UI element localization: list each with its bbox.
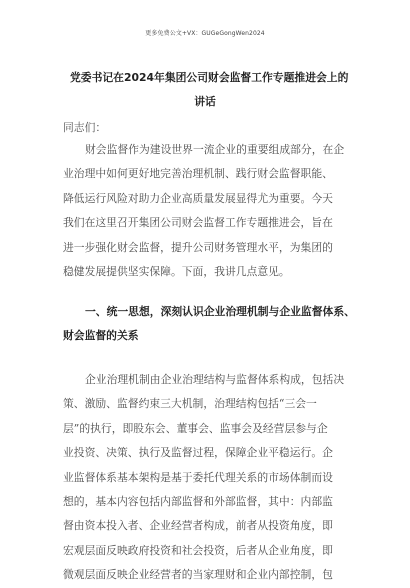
header-note: 更多免费公文+VX：GUGeGongWen2024 [145,30,265,37]
paragraph-2-line: 想的，基本内容包括内部监督和外部监督，其中：内部监 [63,495,333,509]
paragraph-2-line: 业投资、决策、执行及监督过程，保障企业平稳运行。企 [63,446,333,460]
paragraph-2-line: 业监督体系基本架构是基于委托代理关系的市场体制而设 [63,470,333,484]
paragraph-1-line: 进一步强化财会监督，提升公司财务管理水平，为集团的 [63,240,333,254]
paragraph-2-line: 微观层面反映企业经营者的当家理财和企业内部控制，包 [63,568,333,582]
section-1-heading [63,300,353,348]
paragraph-1-line: 财会监督作为建设世界一流企业的重要组成部分，在企 [85,143,345,156]
document-title [70,66,349,114]
title-line-2: 讲话 [194,95,216,108]
section-1-heading-line: 财会监督的关系 [63,329,139,342]
paragraph-2-line: 层”的执行，即股东会、董事会、监事会及经营层参与企 [63,421,328,435]
title-line-1: 党委书记在2024年集团公司财会监督工作专题推进会上的 [70,71,349,84]
paragraph-2-line: 策、激励、监督约束三大机制，治理结构包括“三会一 [63,397,317,411]
salutation: 同志们： [63,121,107,134]
paragraph-2-line: 宏观层面反映政府投资和社会投资，后者从企业角度，即 [63,543,333,557]
paragraph-1 [63,138,347,284]
paragraph-2 [63,368,347,588]
paragraph-2-line: 督由资本投入者、企业经营者构成，前者从投资角度，即 [63,519,333,533]
paragraph-1-line: 降低运行风险对助力企业高质量发展显得尤为重要。今天 [63,191,333,205]
paragraph-1-line: 稳健发展提供坚实保障。下面，我讲几点意见。 [63,265,290,279]
paragraph-2-line: 企业治理机制由企业治理结构与监督体系构成，包括决 [85,373,345,386]
section-1-heading-line: 一、统一思想，深刻认识企业治理机制与企业监督体系、 [85,305,355,318]
paragraph-1-line: 业治理中如何更好地完善治理机制、践行财会监督职能、 [63,167,333,181]
paragraph-1-line: 我们在这里召开集团公司财会监督工作专题推进会，旨在 [63,216,333,230]
